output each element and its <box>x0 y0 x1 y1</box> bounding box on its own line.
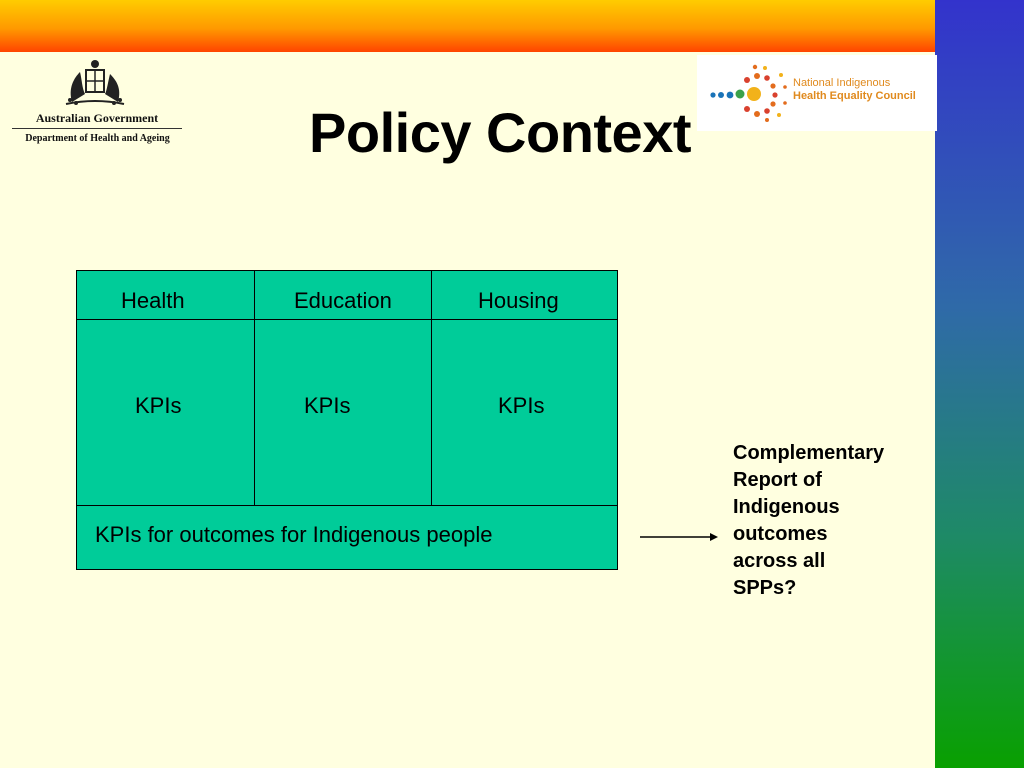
government-logo <box>10 58 185 150</box>
kpi-housing: KPIs <box>498 393 545 418</box>
kpi-health: KPIs <box>135 393 182 418</box>
header-health: Health <box>121 288 185 313</box>
grid-footer-line <box>77 505 617 506</box>
grid-divider-2 <box>431 271 432 506</box>
logo-divider <box>12 128 182 129</box>
kpi-education: KPIs <box>304 393 351 418</box>
grid-divider-1 <box>254 271 255 506</box>
grid-header-line <box>77 319 617 320</box>
council-name-line1: National Indigenous <box>793 77 891 89</box>
council-name-line2: Health Equality Council <box>793 90 916 102</box>
complementary-report-text: Complementary Report of Indigenous outcomes across all SPPs? <box>733 442 885 599</box>
arrow-right-icon <box>640 530 718 544</box>
slide-title: Policy Context <box>309 101 691 164</box>
grid-footer-text: KPIs for outcomes for Indigenous people <box>95 522 493 547</box>
government-name: Australian Government <box>35 111 159 125</box>
header-housing: Housing <box>478 288 559 313</box>
coat-of-arms-icon <box>60 58 130 110</box>
policy-grid <box>76 270 618 570</box>
header-education: Education <box>294 288 392 313</box>
council-name <box>793 77 916 103</box>
side-gradient-bar <box>935 0 1024 768</box>
top-gradient-bar <box>0 0 935 52</box>
department-name: Department of Health and Ageing <box>25 133 170 144</box>
